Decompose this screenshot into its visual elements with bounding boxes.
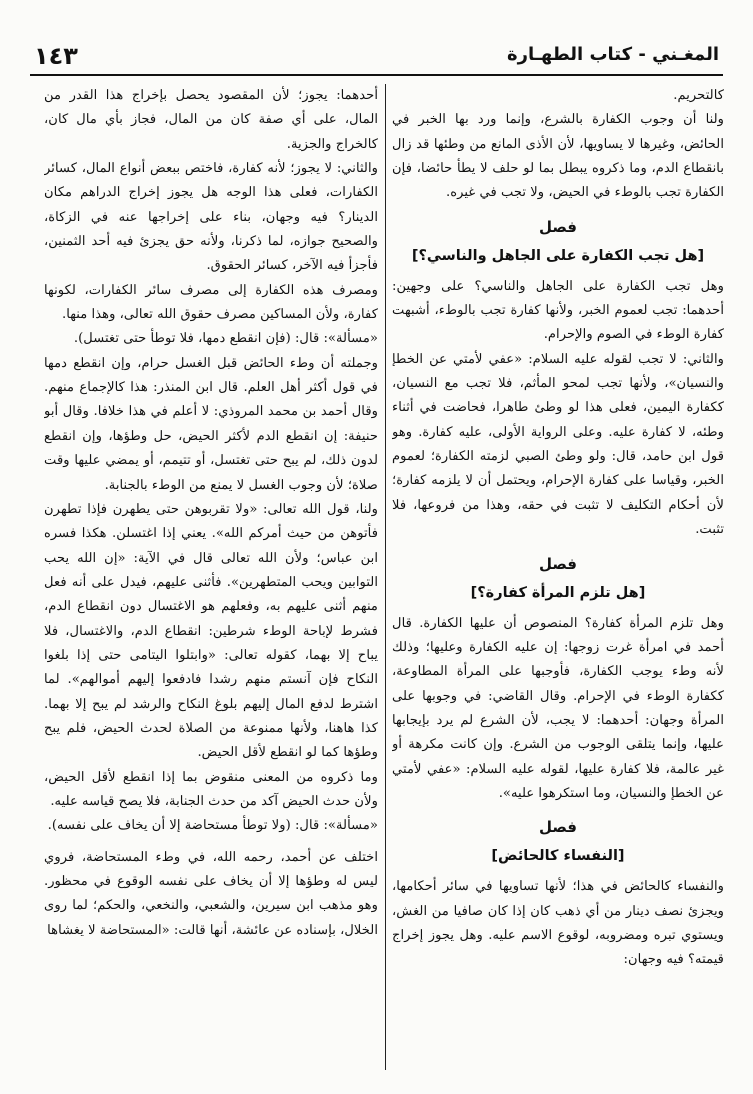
section-heading: فصل bbox=[539, 217, 577, 236]
paragraph: والثاني: لا تجب لقوله عليه السلام: «عفي لأمتي عن الخطإ والنسيان»، ولأنها تجب لمحو المأثم، فلا تجب مع النسيان، ككفارة اليمين، فعلى هذا لو وطئ طاهرا، فحاضت في أثناء وطئه، لا كفارة عليه. وعلى الرواية الأولى، عليه كفارة. وهو قول ابن حامد، قال: ولو وطئ الصبي لزمته الكفارة؛ لعموم الخبر، وقياسا على كفارة الإحرام، ويحتمل أن لا يلزمه كفارة؛ لأن أحكام التكليف لا تثبت في حقه، وهذا من فروعها، فلا تثبت. bbox=[392, 351, 724, 538]
paragraph: ولنا، قول الله تعالى: «ولا تقربوهن حتى يطهرن فإذا تطهرن فأتوهن من حيث أمركم الله». يعني إذا اغتسلن. هكذا فسره ابن عباس؛ ولأن الله تعالى قال في الآية: «إن الله يحب التوابين ويحب المتطهرين». فأثنى عليهم، فيدل على أنه فعل منهم أثنى عليهم به، وفعلهم هو الاغتسال دون انقطاع الدم، فشرط لإباحة الوطء شرطين: انقطاع الدم، والاغتسال، فلا يباح إلا بهما، كقوله تعالى: «وابتلوا اليتامى حتى إذا بلغوا النكاح فإن آنستم منهم رشدا فادفعوا إليهم أموالهم». لما اشترط لدفع المال إليهم بلوغ النكاح والرشد لم يبح إلا بهما. كذا هاهنا، ولأنها ممنوعة من الصلاة لحدث الحيض، فلم يبح وطؤها كما لو انقطع لأقل الحيض. bbox=[44, 501, 378, 761]
section-subtitle: [هل تلزم المرأة كفارة؟] bbox=[470, 584, 646, 601]
page-header bbox=[30, 40, 723, 76]
section-heading: فصل bbox=[539, 818, 577, 837]
paragraph: والنفساء كالحائض في هذا؛ لأنها تساويها في سائر أحكامها، ويجزئ نصف دينار من أي ذهب كان إذا كان صافيا من الغش، ويستوي تبره ومضروبه، لوقوع الاسم عليه. وهل يجوز إخراج قيمته؟ فيه وجهان: bbox=[392, 879, 724, 968]
paragraph: ولنا أن وجوب الكفارة بالشرع، وإنما ورد بها الخبر في الحائض، وغيرها لا يساويها، لأن الأذى المانع من وطئها قد زال بانقطاع الدم، وما ذكروه يبطل بما لو حلف لا يطأ حائضا، فإن الكفارة تجب بالوطء في الحيض، ولا تجب في غيره. bbox=[392, 112, 724, 201]
paragraph: كالتحريم. bbox=[673, 88, 724, 103]
paragraph: والثاني: لا يجوز؛ لأنه كفارة، فاختص ببعض أنواع المال، كسائر الكفارات، فعلى هذا الوجه هل يجوز إخراج الدراهم مكان الدينار؟ فيه وجهان، بناء على إخراجها عنه في الزكاة، والصحيح جوازه، لما ذكرنا، ولأنه حق يجزئ فيه أحد الثمنين، فأجزأ فيه الآخر، كسائر الحقوق. bbox=[44, 161, 378, 274]
paragraph: وهل تلزم المرأة كفارة؟ المنصوص أن عليها الكفارة. قال أحمد في امرأة غرت زوجها: إن عليه الكفارة وعليها؛ وذلك لأنه وطء يوجب الكفارة، فأوجبها على المرأة المطاوعة، ككفارة الوطء في الإحرام. وقال القاضي: في وجوبها على المرأة وجهان: أحدهما: لا يجب، لأن الشرع لم يرد بإيجابها عليها، وإنما يتلقى الوجوب من الشرع. وإن كانت مكرهة أو غير عالمة، فلا كفارة عليها، لقوله عليه السلام: «عفي لأمتي عن الخطإ والنسيان، وما استكرهوا عليه». bbox=[392, 615, 724, 801]
issue-heading: «مسألة»: قال: (ولا توطأ مستحاضة إلا أن يخاف على نفسه). bbox=[47, 818, 378, 834]
paragraph: ومصرف هذه الكفارة إلى مصرف سائر الكفارات، لكونها كفارة، ولأن المساكين مصرف حقوق الله تعالى، وهذا منها. bbox=[44, 282, 378, 323]
paragraph: وما ذكروه من المعنى منقوض بما إذا انقطع لأقل الحيض، ولأن حدث الحيض آكد من حدث الجنابة، فلا يصح قياسه عليه. bbox=[44, 769, 378, 809]
paragraph: وجملته أن وطء الحائض قبل الغسل حرام، وإن انقطع دمها في قول أكثر أهل العلم. قال ابن المنذر: هذا كالإجماع منهم. وقال أحمد بن محمد المروذي: لا أعلم في هذا خلافا. وقال أبو حنيفة: إن انقطع الدم لأكثر الحيض، حل وطؤها، وإن انقطع لدون ذلك، لم يبح حتى تغتسل، أو تتيمم، أو يمضي عليها وقت صلاة؛ لأن وجوب الغسل لا يمنع من الوطء بالجنابة. bbox=[44, 355, 378, 493]
section-subtitle: [هل تجب الكفارة على الجاهل والناسي؟] bbox=[411, 247, 705, 264]
page-number: ١٤٣ bbox=[34, 42, 78, 70]
paragraph: اختلف عن أحمد، رحمه الله، في وطء المستحاضة، فروي ليس له وطؤها إلا أن يخاف على نفسه الوقوع في محظور. وهو مذهب ابن سيرين، والشعبي، والنخعي، والحكم؛ لما روى الخلال، بإسناده عن عائشة، أنها قالت: «المستحاضة لا يغشاها bbox=[44, 849, 378, 938]
right-column bbox=[392, 84, 724, 1072]
left-column bbox=[44, 84, 378, 1072]
section-heading: فصل bbox=[539, 554, 577, 573]
section-subtitle: [النفساء كالحائض] bbox=[491, 848, 625, 865]
paragraph: أحدهما: يجوز؛ لأن المقصود يحصل بإخراج هذا القدر من المال، على أي صفة كان من المال، فجاز بأي مال كان، كالخراج والجزية. bbox=[44, 88, 378, 152]
paragraph: وهل تجب الكفارة على الجاهل والناسي؟ على وجهين: أحدهما: تجب لعموم الخبر، ولأنها كفارة تجب بالوطء، أشبهت كفارة الوطء في الصوم والإحرام. bbox=[392, 278, 724, 343]
column-divider bbox=[385, 84, 386, 1070]
running-title: المغـني - كتاب الطهـارة bbox=[506, 44, 719, 65]
issue-heading: «مسألة»: قال: (فإن انقطع دمها، فلا توطأ حتى تغتسل). bbox=[73, 331, 378, 347]
